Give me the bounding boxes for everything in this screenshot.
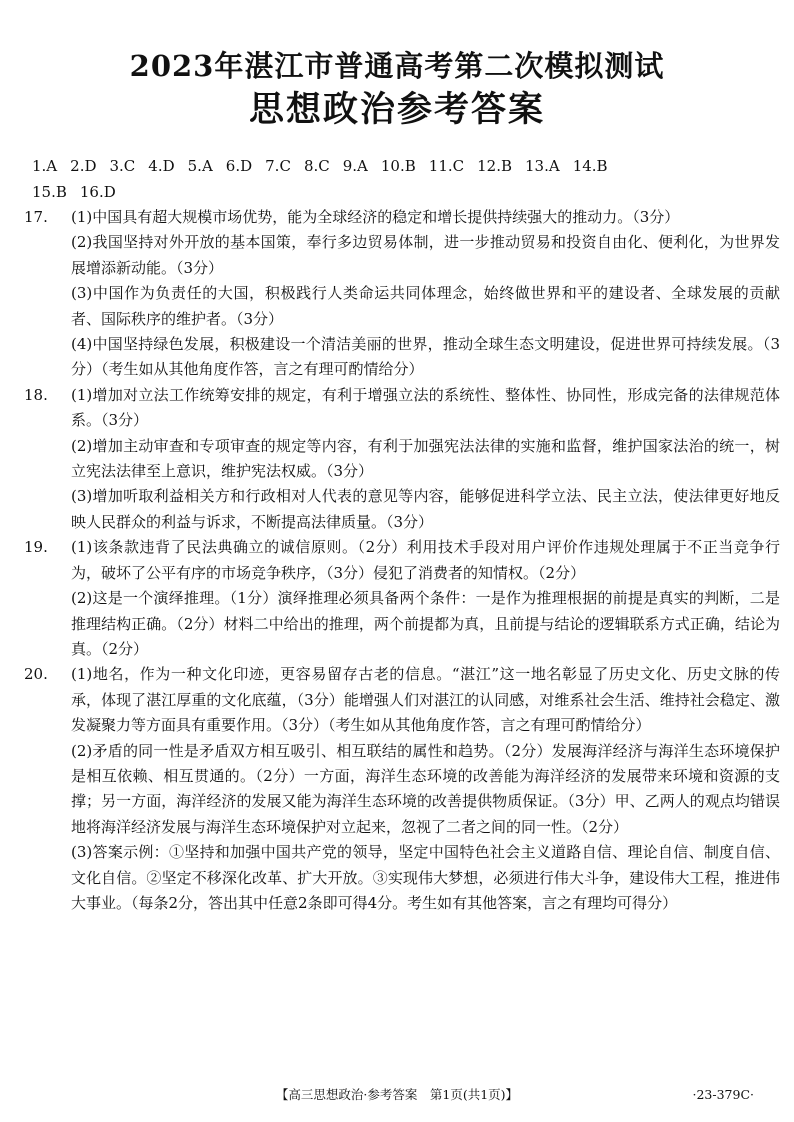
choice-answer: 16.D (79, 183, 116, 201)
choice-answer: 4.D (148, 157, 175, 175)
answer-paragraph: (2)增加主动审查和专项审查的规定等内容，有利于加强宪法法律的实施和监督，维护国家法治的统一，树立宪法法律至上意识，维护宪法权威。（3分） (71, 436, 780, 481)
choice-answer: 7.C (265, 157, 291, 175)
choice-answer: 13.A (525, 157, 560, 175)
answer-paragraph: (3)增加听取利益相关方和行政相对人代表的意见等内容，能够促进科学立法、民主立法，使法律更好地反映人民群众的利益与诉求，不断提高法律质量。（3分） (71, 487, 780, 531)
choice-answer: 10.B (380, 157, 416, 175)
question-19 (24, 535, 780, 662)
answer-paragraph: (3)中国作为负责任的大国，积极践行人类命运共同体理念，始终做世界和平的建设者、全球发展的贡献者、国际秩序的维护者。（3分） (71, 284, 780, 328)
choice-answer: 11.C (428, 157, 465, 175)
choice-row-2 (32, 179, 772, 205)
choice-answer: 15.B (32, 183, 67, 201)
question-number: 17. (24, 208, 48, 226)
footer-page-info: 【高三思想政治·参考答案 第1页(共1页)】 (275, 1087, 519, 1102)
choice-answer: 6.D (225, 157, 253, 175)
answer-key-title: 思想政治参考答案 (248, 89, 545, 130)
choice-answer: 12.B (477, 157, 513, 175)
answer-paragraph: (1)该条款违背了民法典确立的诚信原则。（2分）利用技术手段对用户评价作违规处理属于不正当竞争行为，破坏了公平有序的市场竞争秩序，（3分）侵犯了消费者的知情权。（2分） (71, 538, 780, 582)
answer-paragraph: (3)答案示例：①坚持和加强中国共产党的领导，坚定中国特色社会主义道路自信、理论自信、制度自信、文化自信。②坚定不移深化改革、扩大开放。③实现伟大梦想，必须进行伟大斗争，建设伟大工程，推进伟大事业。（每条2分，答出其中任意2条即可得4分。考生如有其他答案，言之有理均可得分） (71, 843, 780, 912)
footer-code: ·23-379C· (692, 1087, 754, 1102)
choice-row-1 (32, 153, 772, 179)
answer-paragraph: (1)中国具有超大规模市场优势，能为全球经济的稳定和增长提供持续强大的推动力。（3分） (71, 208, 680, 226)
choice-answer: 8.C (303, 157, 330, 175)
choice-answer: 1.A (32, 157, 58, 175)
question-number: 19. (24, 538, 48, 557)
choice-answer: 9.A (342, 157, 368, 175)
answer-paragraph: (2)这是一个演绎推理。（1分）演绎推理必须具备两个条件：一是作为推理根据的前提是真实的判断，二是推理结构正确。（2分）材料二中给出的推理，两个前提都为真，且前提与结论的逻辑联系方式正确，结论为真。（2分） (71, 589, 780, 658)
question-17 (24, 205, 780, 383)
question-number: 20. (24, 665, 48, 684)
exam-title: 2023年湛江市普通高考第二次模拟测试 (129, 49, 665, 83)
choice-answer: 5.A (187, 157, 213, 175)
choice-answer: 3.C (109, 157, 136, 175)
answer-paragraph: (2)矛盾的同一性是矛盾双方相互吸引、相互联结的属性和趋势。（2分）发展海洋经济与海洋生态环境保护是相互依赖、相互贯通的。（2分）一方面，海洋生态环境的改善能为海洋经济的发展带来环境和资源的支撑；另一方面，海洋经济的发展又能为海洋生态环境的改善提供物质保证。（3分）甲、乙两人的观点均错误地将海洋经济发展与海洋生态环境保护对立起来，忽视了二者之间的同一性。（2分） (71, 741, 780, 836)
answer-paragraph: (4)中国坚持绿色发展，积极建设一个清洁美丽的世界，推动全球生态文明建设，促进世界可持续发展。（3分）（考生如从其他角度作答，言之有理可酌情给分） (71, 335, 780, 379)
multiple-choice-answers (32, 153, 772, 205)
answer-paragraph: (1)地名，作为一种文化印迹，更容易留存古老的信息。“湛江”这一地名彰显了历史文化、历史文脉的传承，体现了湛江厚重的文化底蕴，（3分）能增强人们对湛江的认同感，对维系社会生活、维持社会稳定、激发凝聚力等方面具有重要作用。（3分）（考生如从其他角度作答，言之有理可酌情给分） (71, 665, 780, 735)
answer-paragraph: (2)我国坚持对外开放的基本国策，奉行多边贸易体制，进一步推动贸易和投资自由化、便利化，为世界发展增添新动能。（3分） (71, 233, 780, 277)
open-answers (24, 205, 780, 916)
choice-answer: 14.B (572, 157, 608, 175)
question-number: 18. (24, 385, 48, 404)
question-20 (24, 662, 780, 916)
question-18 (24, 383, 780, 535)
answer-paragraph: (1)增加对立法工作统筹安排的规定，有利于增强立法的系统性、整体性、协同性，形成完备的法律规范体系。（3分） (71, 385, 780, 430)
choice-answer: 2.D (70, 157, 97, 175)
